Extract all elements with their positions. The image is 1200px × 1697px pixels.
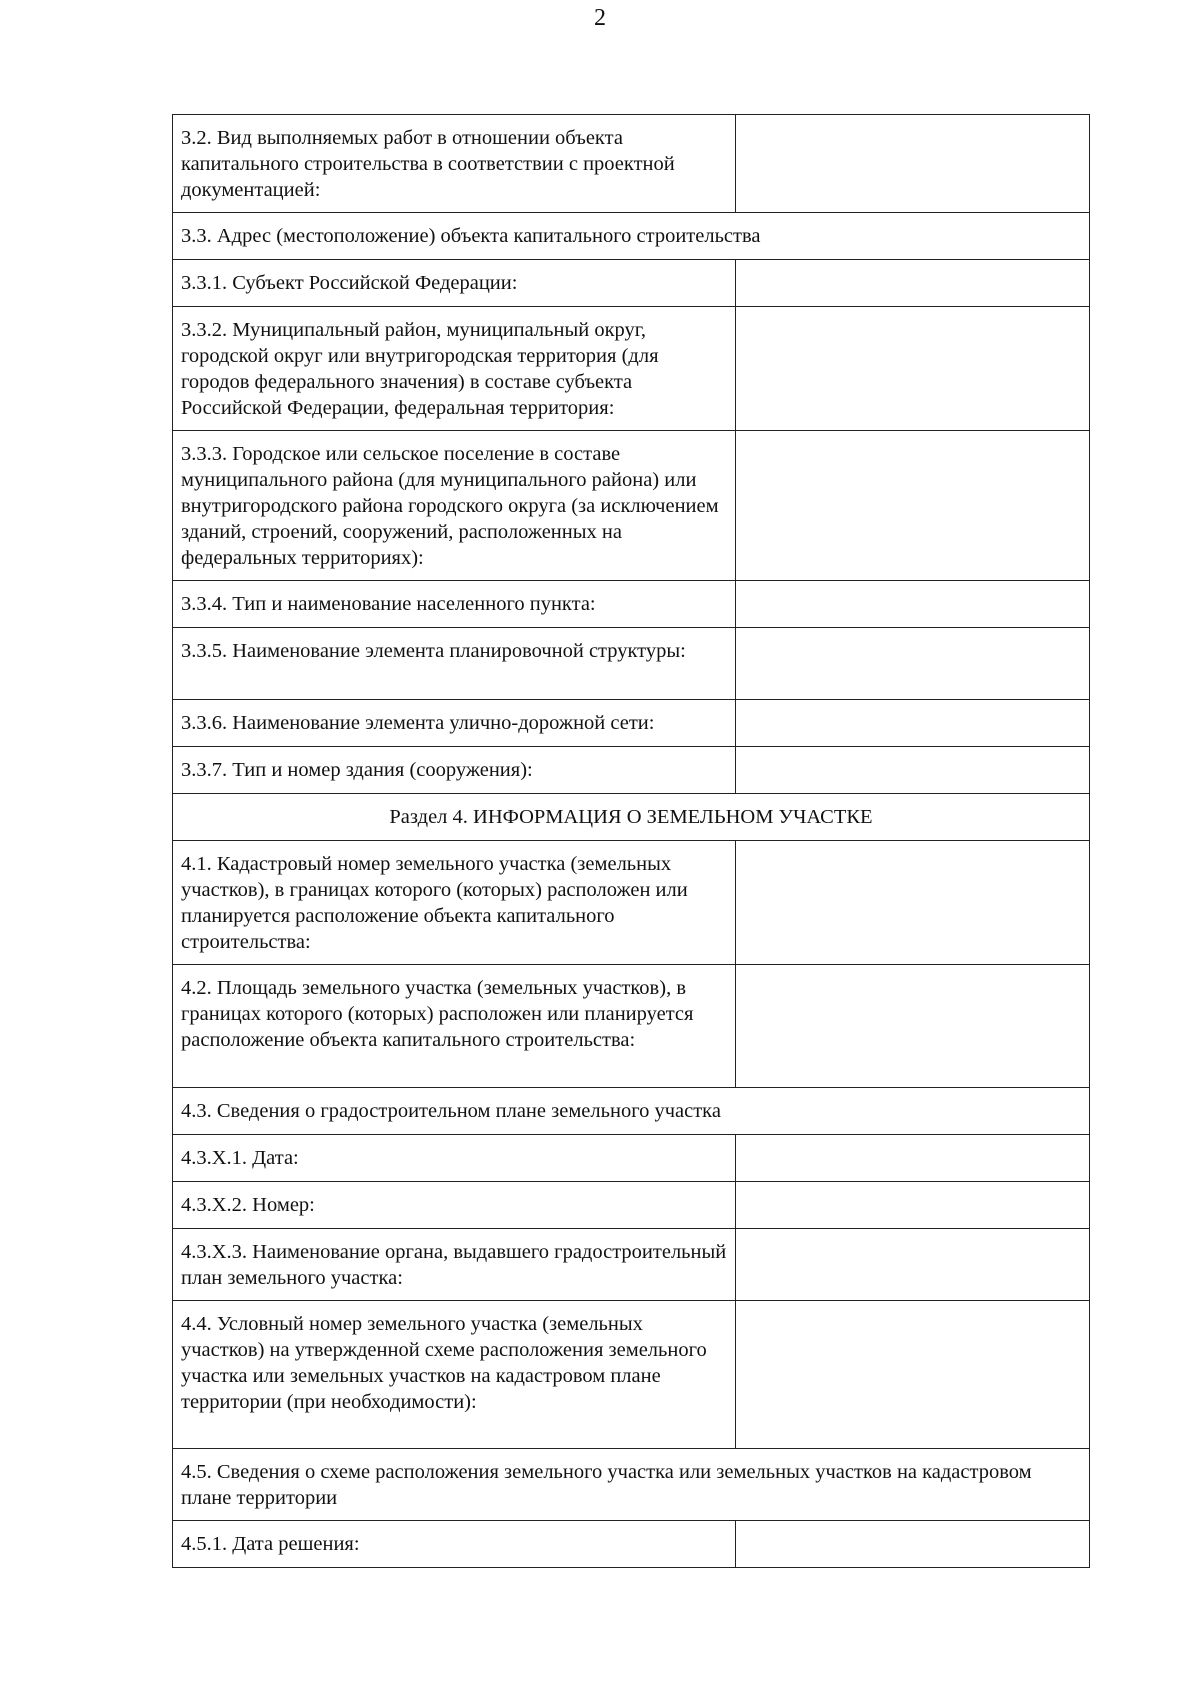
field-value-cell[interactable]	[736, 628, 1090, 700]
form-row	[173, 1301, 1090, 1449]
field-value-cell[interactable]	[736, 115, 1090, 213]
form-row	[173, 1521, 1090, 1568]
field-label: 4.3.X.1. Дата:	[173, 1135, 736, 1182]
field-label: 3.3.3. Городское или сельское поселение в составе муниципального района (для муниципального района) или внутригородского района городского округа (за исключением зданий, строений, сооружений, расположенных на федеральных территориях):	[173, 431, 736, 581]
subsection-row	[173, 213, 1090, 260]
subsection-row	[173, 1449, 1090, 1521]
field-label: 3.3.5. Наименование элемента планировочной структуры:	[173, 628, 736, 700]
form-row	[173, 260, 1090, 307]
form-row	[173, 1229, 1090, 1301]
field-label: 3.3.4. Тип и наименование населенного пункта:	[173, 581, 736, 628]
form-row	[173, 431, 1090, 581]
field-label: 4.1. Кадастровый номер земельного участка (земельных участков), в границах которого (которых) расположен или планируется расположение объекта капитального строительства:	[173, 841, 736, 965]
section-row	[173, 794, 1090, 841]
form-row	[173, 581, 1090, 628]
field-label: 4.2. Площадь земельного участка (земельных участков), в границах которого (которых) расположен или планируется расположение объекта капитального строительства:	[173, 965, 736, 1088]
field-label: 3.3.7. Тип и номер здания (сооружения):	[173, 747, 736, 794]
subsection-row	[173, 1088, 1090, 1135]
field-label: 3.3.1. Субъект Российской Федерации:	[173, 260, 736, 307]
field-value-cell[interactable]	[736, 260, 1090, 307]
form-row	[173, 628, 1090, 700]
field-value-cell[interactable]	[736, 431, 1090, 581]
page-number: 2	[594, 5, 606, 31]
field-value-cell[interactable]	[736, 581, 1090, 628]
field-value-cell[interactable]	[736, 700, 1090, 747]
field-value-cell[interactable]	[736, 1182, 1090, 1229]
form-row	[173, 700, 1090, 747]
field-value-cell[interactable]	[736, 1521, 1090, 1568]
field-value-cell[interactable]	[736, 965, 1090, 1088]
field-value-cell[interactable]	[736, 1301, 1090, 1449]
field-value-cell[interactable]	[736, 1135, 1090, 1182]
subsection-heading: 3.3. Адрес (местоположение) объекта капитального строительства	[173, 213, 1090, 260]
form-row	[173, 307, 1090, 431]
form-table	[172, 114, 1090, 1568]
section-heading: Раздел 4. ИНФОРМАЦИЯ О ЗЕМЕЛЬНОМ УЧАСТКЕ	[173, 794, 1090, 841]
form-row	[173, 747, 1090, 794]
field-label: 4.3.X.2. Номер:	[173, 1182, 736, 1229]
field-label: 4.4. Условный номер земельного участка (земельных участков) на утвержденной схеме расположения земельного участка или земельных участков на кадастровом плане территории (при необходимости):	[173, 1301, 736, 1449]
subsection-heading: 4.3. Сведения о градостроительном плане земельного участка	[173, 1088, 1090, 1135]
subsection-heading: 4.5. Сведения о схеме расположения земельного участка или земельных участков на кадастровом плане территории	[173, 1449, 1090, 1521]
form-row	[173, 841, 1090, 965]
field-value-cell[interactable]	[736, 841, 1090, 965]
form-row	[173, 1182, 1090, 1229]
field-value-cell[interactable]	[736, 747, 1090, 794]
field-label: 4.3.X.3. Наименование органа, выдавшего градостроительный план земельного участка:	[173, 1229, 736, 1301]
form-row	[173, 115, 1090, 213]
form-row	[173, 1135, 1090, 1182]
field-label: 3.2. Вид выполняемых работ в отношении объекта капитального строительства в соответствии с проектной документацией:	[173, 115, 736, 213]
field-value-cell[interactable]	[736, 307, 1090, 431]
field-label: 4.5.1. Дата решения:	[173, 1521, 736, 1568]
field-value-cell[interactable]	[736, 1229, 1090, 1301]
form-row	[173, 965, 1090, 1088]
field-label: 3.3.2. Муниципальный район, муниципальный округ, городской округ или внутригородская территория (для городов федерального значения) в составе субъекта Российской Федерации, федеральная территория:	[173, 307, 736, 431]
field-label: 3.3.6. Наименование элемента улично-дорожной сети:	[173, 700, 736, 747]
